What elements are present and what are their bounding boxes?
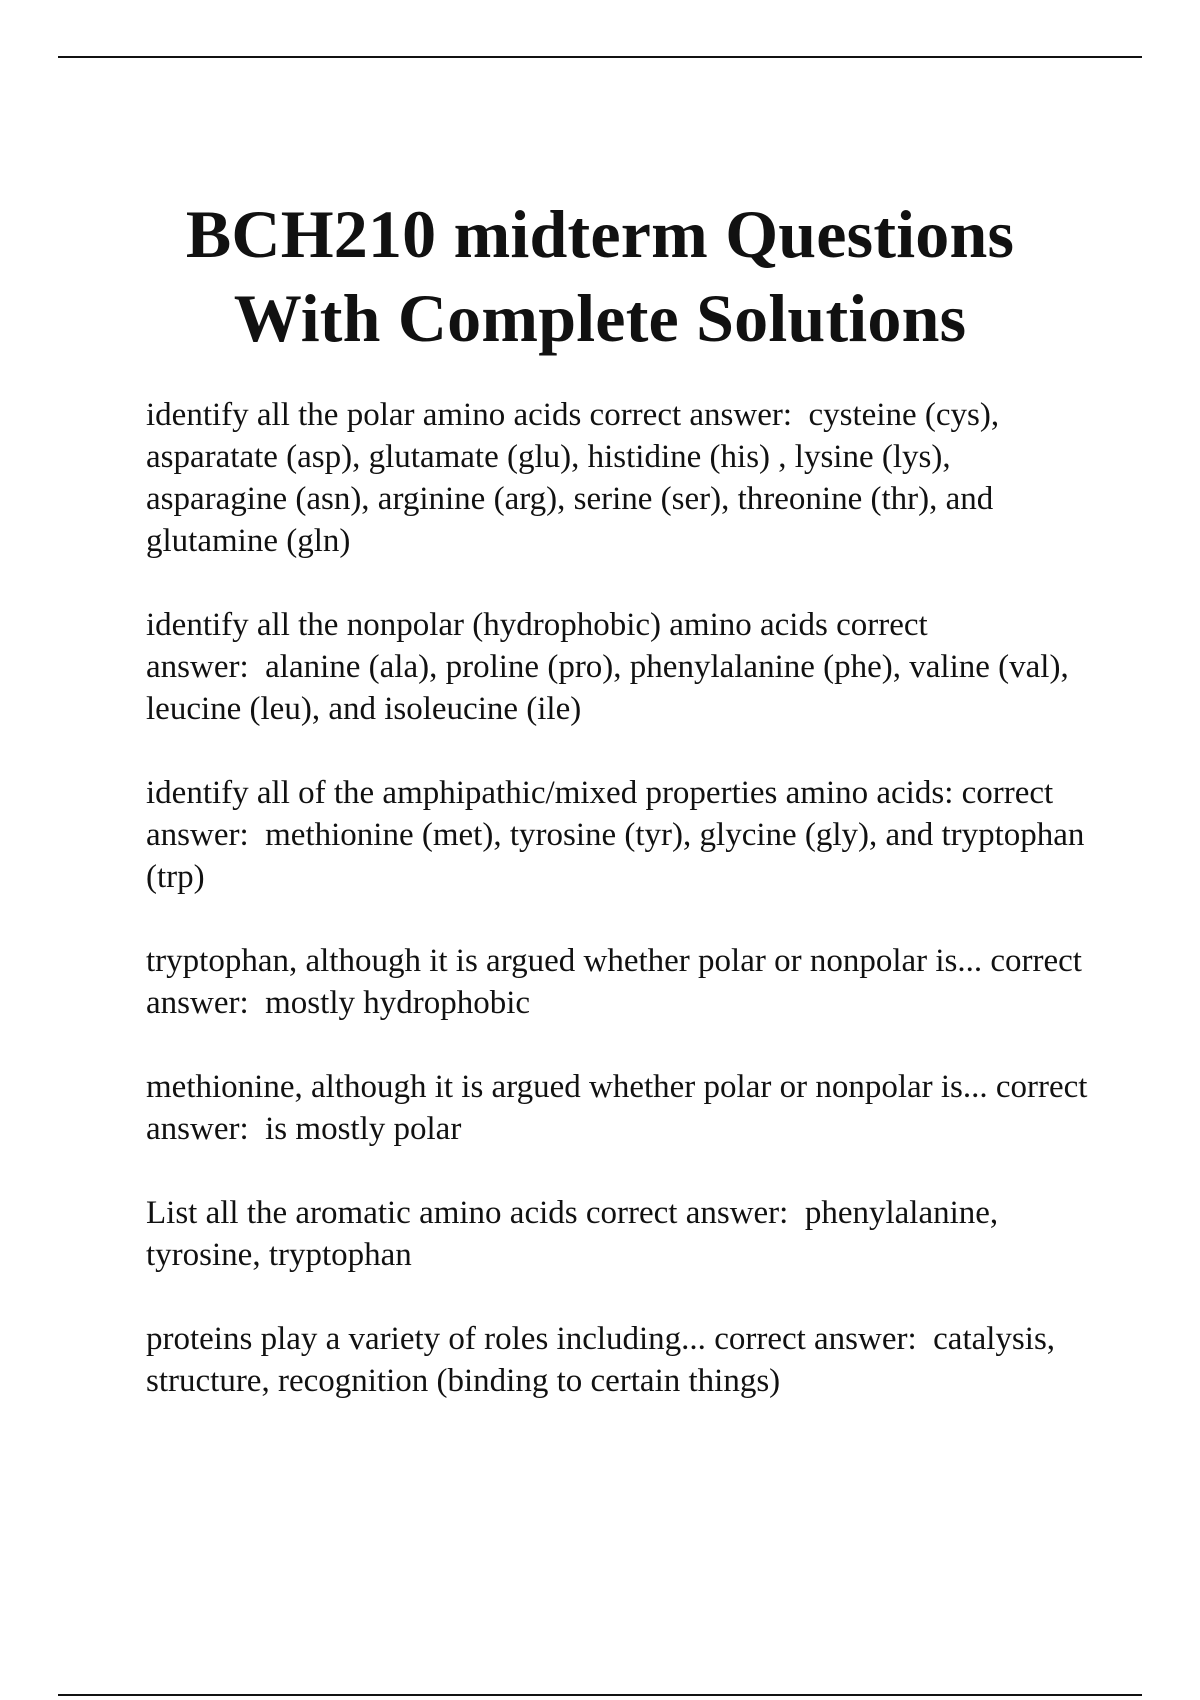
answer-label: correct answer: [146,775,1054,853]
qa-item-amphipathic [146,772,1096,898]
bottom-divider [58,1694,1142,1696]
qa-item-nonpolar [146,604,1096,730]
question-text: identify all of the amphipathic/mixed properties amino acids: [146,775,954,811]
qa-item-aromatic [146,1192,1096,1276]
answer-text: methionine (met), tyrosine (tyr), glycine (gly), and tryptophan (trp) [146,817,1085,895]
question-text: List all the aromatic amino acids [146,1195,578,1231]
answer-text: mostly hydrophobic [265,985,531,1021]
page-title [60,192,1140,360]
qa-item-tryptophan [146,940,1096,1024]
question-text: identify all the nonpolar (hydrophobic) amino acids [146,607,828,643]
answer-label: correct answer: [585,1195,789,1231]
question-text: tryptophan, although it is argued whether polar or nonpolar is... [146,943,983,979]
answer-text: phenylalanine, tyrosine, tryptophan [146,1195,999,1273]
answer-label: correct answer: [589,397,793,433]
answer-text: is mostly polar [265,1111,462,1147]
answer-text: alanine (ala), proline (pro), phenylalanine (phe), valine (val), leucine (leu), and isoleucine (ile) [146,649,1069,727]
question-text: identify all the polar amino acids [146,397,582,433]
answer-label: correct answer: [146,607,928,685]
top-divider [58,56,1142,58]
answer-label: correct answer: [146,1069,1088,1147]
title-line-2: With Complete Solutions [233,280,967,356]
question-text: methionine, although it is argued whether polar or nonpolar is... [146,1069,988,1105]
qa-item-methionine [146,1066,1096,1150]
answer-text: cysteine (cys), asparatate (asp), glutamate (glu), histidine (his) , lysine (lys), asparagine (asn), arginine (arg), serine (ser), threonine (thr), and glutamine (gln) [146,397,1000,559]
qa-list [146,394,1096,1444]
answer-text: catalysis, structure, recognition (binding to certain things) [146,1321,1056,1399]
question-text: proteins play a variety of roles including... [146,1321,706,1357]
answer-label: correct answer: [714,1321,917,1357]
title-line-1: BCH210 midterm Questions [185,196,1015,272]
qa-item-protein-roles [146,1318,1096,1402]
answer-label: correct answer: [146,943,1082,1021]
qa-item-polar [146,394,1096,562]
